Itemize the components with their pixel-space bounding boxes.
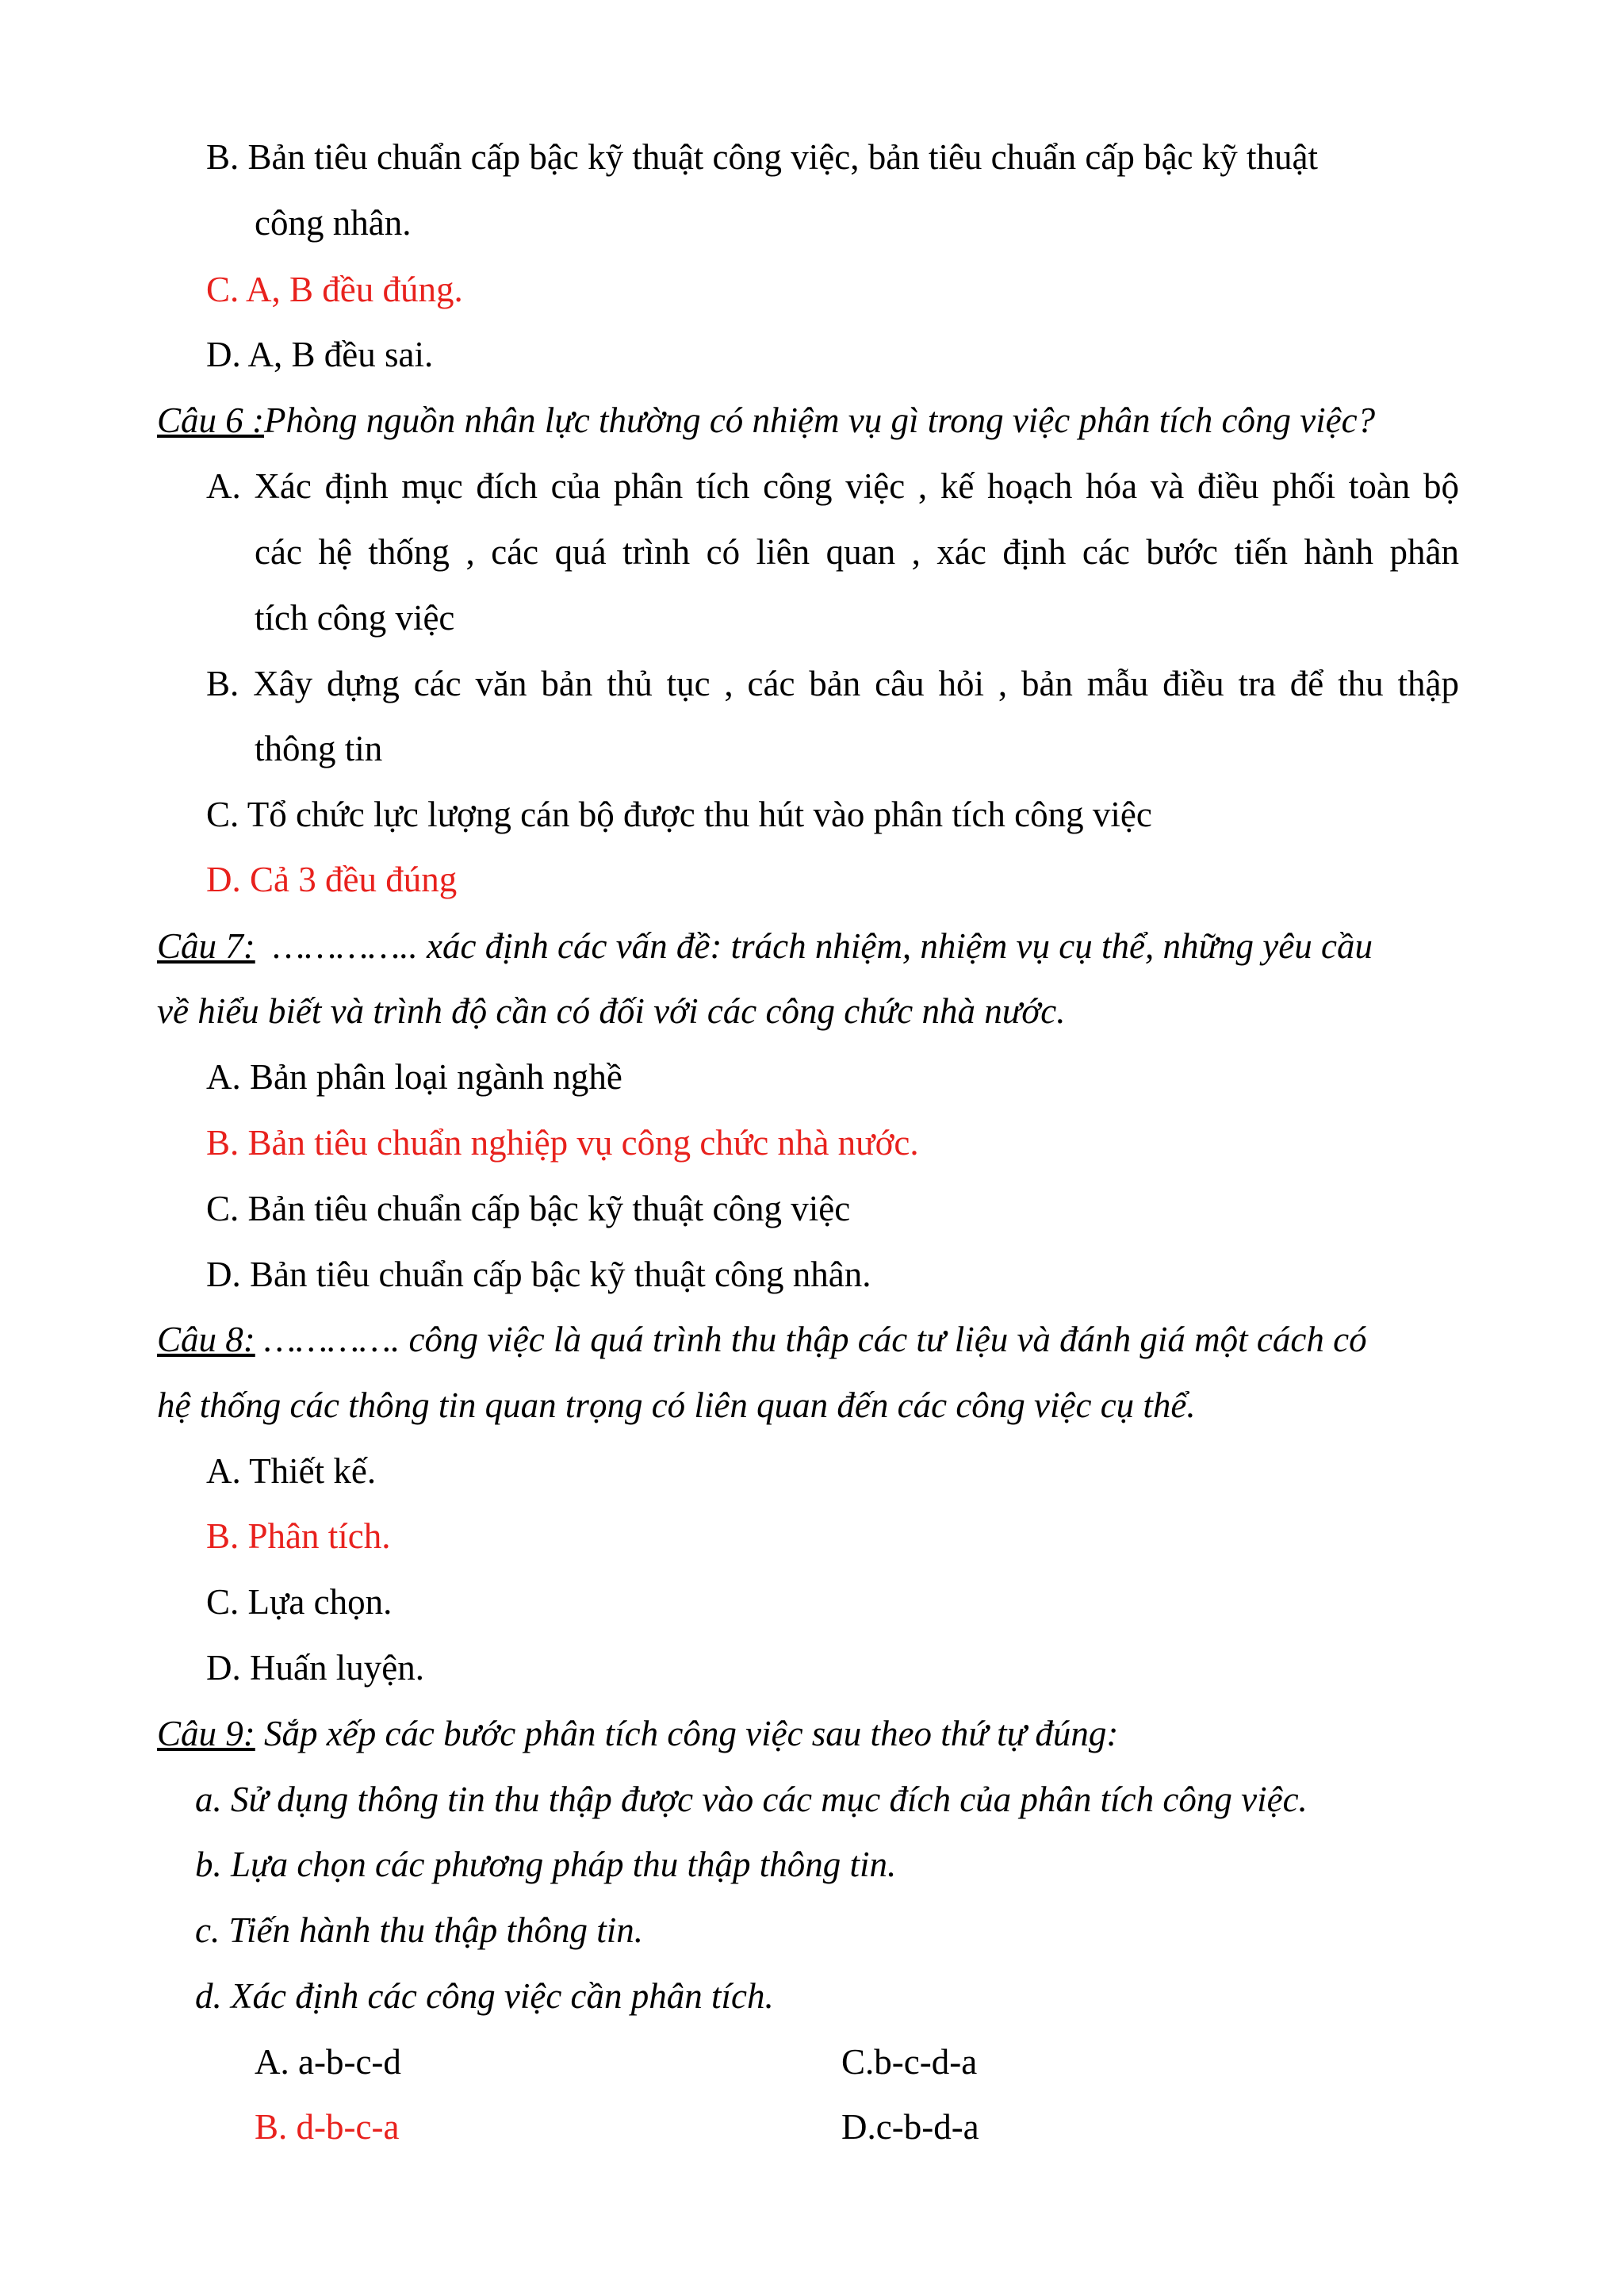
q9-option-d: D.c-b-d-a bbox=[841, 2107, 979, 2147]
q8-label: Câu 8: bbox=[157, 1320, 255, 1359]
q7-text-line1: ………….. xác định các vấn đề: trách nhiệm, nhiệm vụ cụ thể, những yêu cầu bbox=[273, 926, 1373, 966]
q6-option-a-line1: A. Xác định mục đích của phân tích công việc , kế hoạch hóa và điều phối toàn bộ bbox=[206, 466, 1459, 506]
q6-option-a-line3: tích công việc bbox=[255, 598, 455, 638]
q5-option-b-line2: công nhân. bbox=[255, 203, 412, 243]
q6-question bbox=[157, 397, 1375, 444]
q8-option-a: A. Thiết kế. bbox=[206, 1451, 377, 1491]
q5-option-b-line1: B. Bản tiêu chuẩn cấp bậc kỹ thuật công việc, bản tiêu chuẩn cấp bậc kỹ thuật bbox=[206, 137, 1318, 177]
q9-step-c: c. Tiến hành thu thập thông tin. bbox=[195, 1910, 644, 1950]
q9-step-d: d. Xác định các công việc cần phân tích. bbox=[195, 1976, 774, 2016]
q7-label: Câu 7: bbox=[157, 926, 255, 966]
q8-option-b-correct: B. Phân tích. bbox=[206, 1516, 391, 1556]
q9-option-b-correct: B. d-b-c-a bbox=[255, 2107, 400, 2147]
q6-option-b-line1: B. Xây dựng các văn bản thủ tục , các bản câu hỏi , bản mẫu điều tra để thu thập bbox=[206, 664, 1459, 703]
q6-option-a-line2: các hệ thống , các quá trình có liên quan , xác định các bước tiến hành phân bbox=[255, 532, 1459, 572]
q9-text: Sắp xếp các bước phân tích công việc sau theo thứ tự đúng: bbox=[264, 1714, 1119, 1753]
q9-label: Câu 9: bbox=[157, 1714, 255, 1753]
q7-option-a: A. Bản phân loại ngành nghề bbox=[206, 1057, 622, 1097]
q7-option-c: C. Bản tiêu chuẩn cấp bậc kỹ thuật công việc bbox=[206, 1189, 851, 1228]
q5-option-c-correct: C. A, B đều đúng. bbox=[206, 270, 463, 309]
q6-label: Câu 6 : bbox=[157, 400, 264, 440]
q9-step-b: b. Lựa chọn các phương pháp thu thập thông tin. bbox=[195, 1845, 897, 1884]
q7-question-line1 bbox=[157, 922, 1373, 970]
q6-text: Phòng nguồn nhân lực thường có nhiệm vụ gì trong việc phân tích công việc? bbox=[264, 400, 1376, 440]
q9-question bbox=[157, 1710, 1118, 1757]
q7-option-b-correct: B. Bản tiêu chuẩn nghiệp vụ công chức nhà nước. bbox=[206, 1123, 919, 1163]
q5-option-d: D. A, B đều sai. bbox=[206, 335, 434, 374]
q6-option-c: C. Tổ chức lực lượng cán bộ được thu hút vào phân tích công việc bbox=[206, 795, 1152, 834]
q9-option-a: A. a-b-c-d bbox=[255, 2042, 401, 2082]
q8-question-line2: hệ thống các thông tin quan trọng có liên quan đến các công việc cụ thể. bbox=[157, 1385, 1196, 1425]
q8-option-d: D. Huấn luyện. bbox=[206, 1648, 424, 1688]
q8-text-line1: …………. công việc là quá trình thu thập các tư liệu và đánh giá một cách có bbox=[264, 1320, 1367, 1359]
q8-option-c: C. Lựa chọn. bbox=[206, 1582, 393, 1622]
q6-option-b-line2: thông tin bbox=[255, 729, 383, 768]
q7-option-d: D. Bản tiêu chuẩn cấp bậc kỹ thuật công nhân. bbox=[206, 1255, 871, 1294]
q8-question-line1 bbox=[157, 1316, 1367, 1363]
q6-option-d-correct: D. Cả 3 đều đúng bbox=[206, 860, 458, 899]
q9-option-c: C.b-c-d-a bbox=[841, 2042, 978, 2082]
q9-step-a: a. Sử dụng thông tin thu thập được vào các mục đích của phân tích công việc. bbox=[195, 1780, 1308, 1819]
q7-question-line2: về hiểu biết và trình độ cần có đối với các công chức nhà nước. bbox=[157, 991, 1066, 1031]
